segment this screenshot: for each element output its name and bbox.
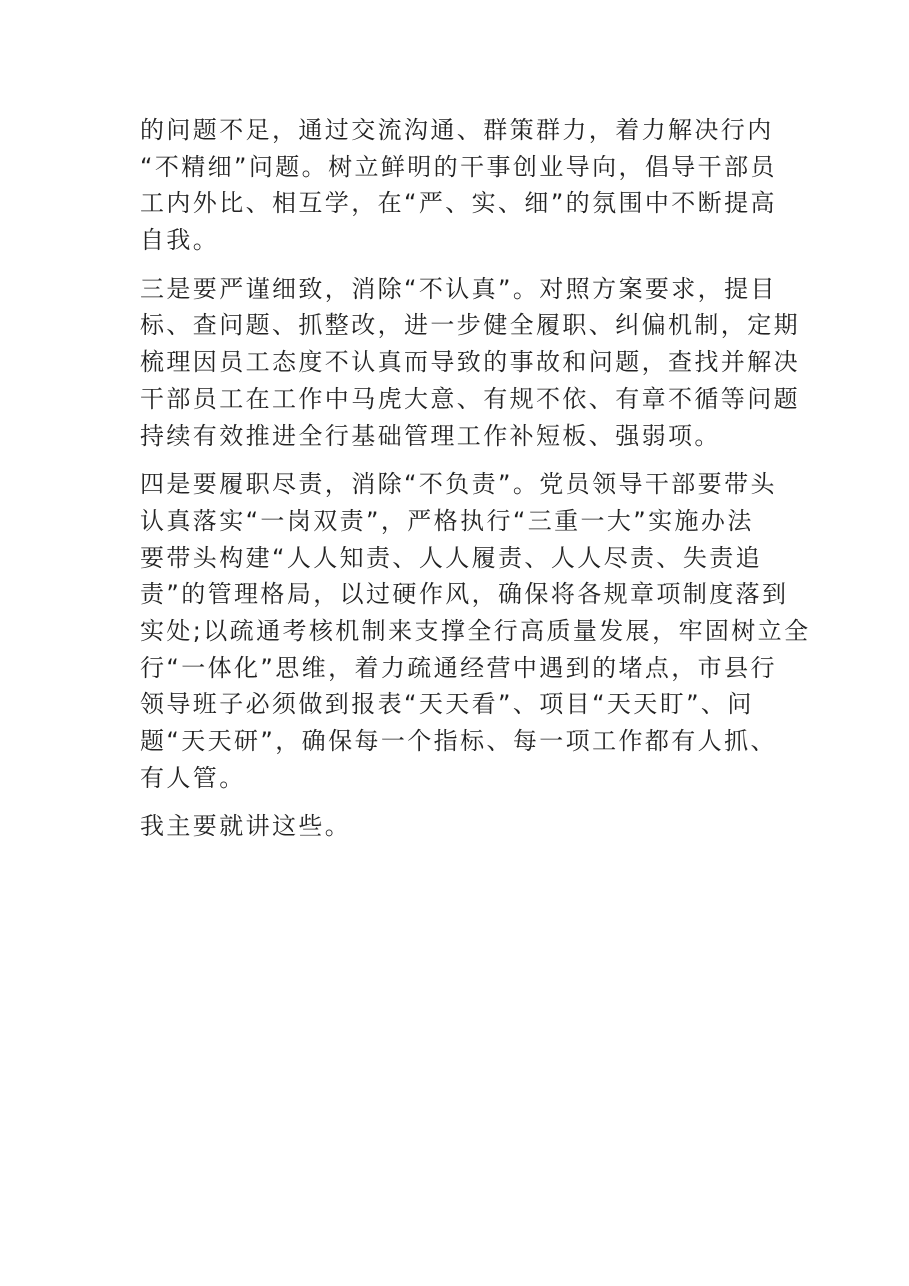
text-line: 行“一体化”思维，着力疏通经营中遇到的堵点，市县行 (140, 653, 777, 682)
text-line: 干部员工在工作中马虎大意、有规不依、有章不循等问题 (140, 384, 800, 413)
text-line: 四是要履职尽责，消除“不负责”。党员领导干部要带头 (140, 470, 777, 499)
text-line: 责”的管理格局，以过硬作风，确保将各规章项制度落到 (140, 580, 789, 609)
text-line: 认真落实“一岗双责”，严格执行“三重一大”实施办法 (140, 506, 754, 535)
paragraph (140, 271, 800, 454)
text-line: 工内外比、相互学，在“严、实、细”的氛围中不断提高 (140, 189, 777, 218)
text-line: 持续有效推进全行基础管理工作补短板、强弱项。 (140, 421, 721, 450)
text-line: 的问题不足，通过交流沟通、群策群力，着力解决行内 (140, 116, 774, 144)
text-line: 要带头构建“人人知责、人人履责、人人尽责、失责追 (140, 543, 763, 572)
text-line: 我主要就讲这些。 (140, 812, 352, 841)
text-line: 领导班子必须做到报表“天天看”、项目“天天盯”、问 (140, 690, 754, 719)
text-line: 梳理因员工态度不认真而导致的事故和问题，查找并解决 (140, 348, 800, 377)
text-line: 题“天天研”，确保每一个指标、每一项工作都有人抓、 (140, 727, 777, 755)
text-line: 有人管。 (140, 763, 246, 792)
text-line: 实处;以疏通考核机制来支撑全行高质量发展，牢固树立全 (140, 616, 811, 645)
text-line: 三是要严谨细致，消除“不认真”。对照方案要求，提目 (140, 274, 777, 303)
text-line: 标、查问题、抓整改，进一步健全履职、纠偏机制，定期 (140, 311, 800, 340)
paragraph (140, 466, 811, 796)
paragraph (140, 112, 780, 259)
text-line: “不精细”问题。树立鲜明的干事创业导向，倡导干部员 (140, 152, 777, 181)
text-line: 自我。 (140, 226, 220, 255)
document-body (140, 112, 811, 857)
paragraph (140, 808, 780, 845)
